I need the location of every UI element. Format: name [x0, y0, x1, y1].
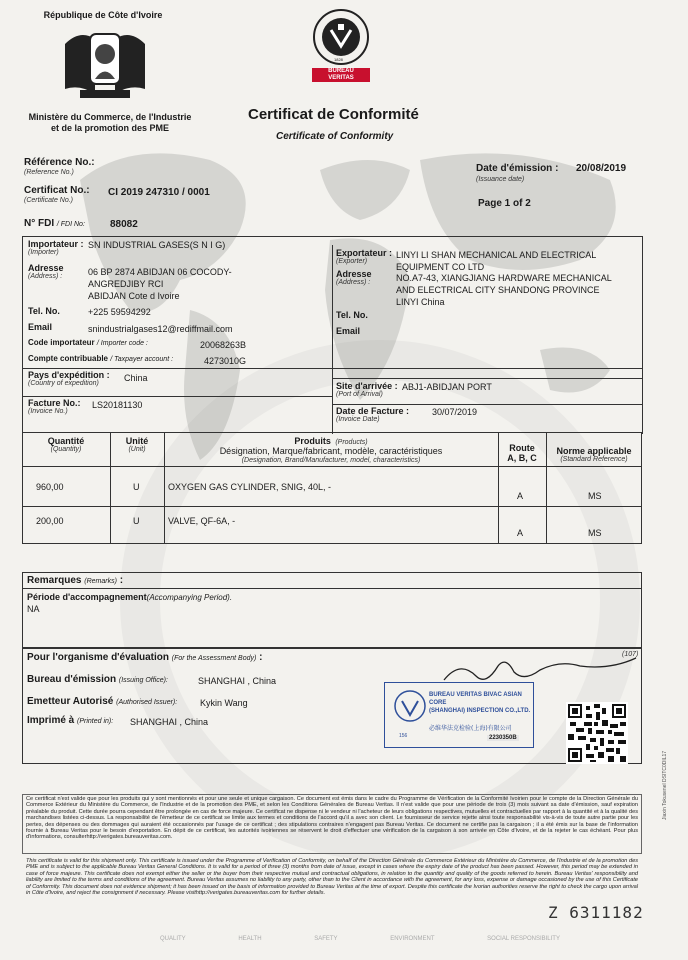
period-value: NA — [27, 604, 40, 614]
word-health: HEALTH — [238, 936, 262, 942]
row-2-unit: U — [133, 516, 140, 526]
republic-name: République de Côte d'Ivoire — [43, 10, 163, 20]
serial-number: Z 6311182 — [548, 903, 644, 922]
invoice-date-label: Date de Facture : — [336, 406, 410, 416]
assessment-label: Pour l'organisme d'évaluation — [27, 652, 170, 663]
printed-label: Imprimé à — [27, 715, 75, 726]
header-quantity-label: Quantité — [47, 436, 85, 446]
assessment-colon: : — [259, 652, 263, 663]
exporter-address-line-2: AND ELECTRICAL CITY SHANDONG PROVINCE — [396, 285, 600, 295]
row-1-route: A — [517, 491, 524, 501]
header-unit — [110, 436, 164, 453]
issue-date-label: Date d'émission : — [476, 163, 559, 174]
importer-address-label-group — [28, 263, 64, 280]
exporter-address-label: Adresse — [336, 269, 372, 279]
header-products-line-3: (Designation, Brand/Manufacturer, model, characteristics) — [241, 457, 421, 464]
period-label-en: (Accompanying Period). — [146, 593, 233, 602]
importer-code-label: Code importateur — [28, 338, 95, 347]
remarks-label: Remarques — [27, 575, 82, 586]
country-value: China — [124, 373, 148, 383]
header-norm-label: Norme applicable — [556, 446, 632, 456]
importer-address-line-1: 06 BP 2874 ABIDJAN 06 COCODY- — [88, 267, 232, 277]
assessment-label-group — [27, 652, 262, 663]
bv-year: 1828 — [334, 57, 343, 62]
certificate-label-en: (Certificate No.) — [24, 197, 74, 204]
importer-code: 20068263B — [200, 340, 247, 350]
issue-date-label-en: (Issuance date) — [476, 176, 525, 183]
invoice-label: Facture No.: — [28, 398, 81, 408]
bottom-watermark-words — [160, 936, 560, 942]
row-1-qty: 960,00 — [36, 482, 64, 492]
importer-tel-label: Tel. No. — [28, 306, 60, 316]
issuer-value: Kykin Wang — [200, 698, 248, 708]
row-1-norm: MS — [588, 491, 602, 501]
header-unit-label: Unité — [125, 436, 149, 446]
word-social: SOCIAL RESPONSIBILITY — [487, 936, 560, 942]
arrival-label-en: (Port of Arrival) — [336, 391, 383, 398]
header-products-label: Produits — [294, 436, 331, 446]
header-route-label-2: A, B, C — [507, 453, 537, 463]
header-products — [164, 435, 498, 465]
certificate-number: CI 2019 247310 / 0001 — [108, 187, 210, 198]
exporter-name-line-2: EQUIPMENT CO LTD — [396, 262, 485, 272]
invoice-date-value: 30/07/2019 — [432, 407, 478, 417]
row-1-product: OXYGEN GAS CYLINDER, SNIG, 40L, - — [168, 482, 332, 492]
fdi-label-group — [24, 218, 85, 229]
printed-label-en: (Printed in): — [77, 718, 114, 725]
remarks-colon: : — [119, 575, 124, 586]
importer-label: Importateur : — [28, 239, 84, 249]
taxpayer-label-group — [28, 354, 173, 363]
word-safety: SAFETY — [314, 936, 338, 942]
importer-address-label: Adresse — [28, 263, 64, 273]
certificate-label: Certificat No.: — [24, 185, 90, 196]
bv-brand-line-1: BUREAU — [328, 68, 354, 74]
fdi-number: 88082 — [110, 219, 138, 230]
invoice-value: LS20181130 — [92, 400, 143, 410]
header-unit-label-en: (Unit) — [128, 446, 146, 453]
header-norm — [546, 446, 642, 463]
office-label-en: (Issuing Office): — [118, 677, 168, 684]
stamp-code: 156 — [399, 733, 408, 739]
exporter-name — [396, 249, 596, 273]
remarks-label-en: (Remarks) — [84, 578, 117, 585]
header-quantity — [22, 436, 110, 453]
reference-label: Référence No.: — [24, 157, 95, 168]
assessment-label-en: (For the Assessment Body) — [171, 655, 257, 662]
taxpayer-label-en: / Taxpayer account : — [110, 356, 174, 363]
exporter-address-line-1: NO.A7-43, XIANGJIANG HARDWARE MECHANICAL — [396, 273, 612, 283]
row-2-route: A — [517, 528, 524, 538]
period-label: Période d'accompagnement — [27, 592, 147, 602]
document-subtitle: Certificate of Conformity — [276, 131, 394, 142]
header-route-label: Route — [509, 443, 535, 453]
importer-email: snindustrialgases12@rediffmail.com — [88, 324, 233, 334]
legal-text-fr: Ce certificat n'est valide que pour les produits qui y sont mentionnés et pour une seule et unique cargaison. Ce document est émis dans le cadre du Programme de Vérification de la Conformité Ivoirien pour le compte de la Direction Générale du Commerce Extérieur du Ministère du Commerce, de l'Industrie et de la promotion des PME, et selon les Conditions Générales de Bureau Veritas. Il n'est valide que pour une période de trois (3) mois suivant sa date d'émission, sauf expiration préalable du produit. Cette durée pourra cependant être prolongée en cas de force majeure. Ce certificat ne dispense ni le vendeur ni l'acheteur de leurs obligations respectives, mutuelles et contractuelles par rapport à la quantité et à la qualité des marchandises listées ci-dessus. La responsabilité de l'émetteur de ce certificat se limite aux termes et conditions de l'accord qu'il a avec son client. Le fournisseur de service rejette ainsi toute responsabilité vis-à-vis de toute autre partie pour les pertes, des dépenses ou des dommages qui auraient été occasionnés par l'usage de ce certificat ; des stipulations contraires n'engagent pas Bureau Veritas. Ce document ne certifie pas la cargaison ; il a été émis sur la base de l'information fournie à Bureau Veritas pour le besoin d'exportation. En dépit de ce certificat, les autorités ivoiriennes se réservent le droit d'effectuer une vérification de la cargaison à son arrivée en Côte d'Ivoire, et de la rejeter le cas échéant. Pour plus d'informations, consulterhttp://verigates.bureauveritas.com. — [26, 796, 638, 841]
fdi-label: N° FDI — [24, 218, 55, 229]
arrival-label-group — [336, 381, 398, 398]
stamp-bv-icon — [393, 689, 427, 729]
word-environment: ENVIRONMENT — [390, 936, 435, 942]
header-quantity-label-en: (Quantity) — [50, 446, 82, 453]
importer-address — [88, 266, 232, 302]
exporter-label-en: (Exporter) — [336, 258, 368, 265]
exporter-label-group — [336, 248, 392, 265]
office-label: Bureau d'émission — [27, 674, 117, 685]
qr-code-icon — [566, 702, 628, 764]
importer-label-en: (Importer) — [28, 249, 59, 256]
printed-label-group — [27, 715, 113, 726]
ministry-line-2: et de la promotion des PME — [50, 123, 169, 133]
stamp-line-1: BUREAU VERITAS BIVAC ASIAN CORE — [429, 692, 522, 706]
row-2-product: VALVE, QF-6A, - — [168, 516, 236, 526]
ministry-name — [10, 112, 210, 134]
stamp-line-2: (SHANGHAI) INSPECTION CO.,LTD. — [429, 708, 531, 714]
arrival-value: ABJ1-ABIDJAN PORT — [402, 382, 492, 392]
importer-code-label-group — [28, 338, 148, 347]
invoice-date-label-group — [336, 406, 409, 423]
header-route — [498, 443, 546, 463]
official-stamp — [384, 682, 534, 748]
importer-tel: +225 59594292 — [88, 307, 151, 317]
coat-of-arms-icon — [60, 24, 150, 104]
fdi-label-en: / FDI No: — [56, 221, 85, 228]
importer-address-line-2: ANGREDJIBY RCI — [88, 279, 164, 289]
exporter-address-label-group — [336, 269, 372, 286]
period-label-group — [27, 592, 232, 602]
stamp-company — [429, 691, 533, 715]
remarks-label-group — [27, 575, 123, 586]
row-2-qty: 200,00 — [36, 516, 64, 526]
side-print-text: Jiaxin Tokusenel DSITC0DIL17 — [662, 750, 668, 820]
bv-brand-line-2: VERITAS — [328, 75, 354, 81]
exporter-address — [396, 272, 612, 308]
ministry-line-1: Ministère du Commerce, de l'Industrie — [28, 112, 192, 122]
word-quality: QUALITY — [160, 936, 186, 942]
assessment-count: (107) — [622, 651, 639, 658]
header-norm-label-en: (Standard Reference) — [560, 456, 628, 463]
document-title: Certificat de Conformité — [248, 106, 419, 123]
stamp-chinese: 必维华法克检验(上海)有限公司 — [429, 725, 512, 732]
importer-address-line-3: ABIDJAN Cote d Ivoire — [88, 291, 180, 301]
header-products-line-2: Désignation, Marque/fabricant, modèle, caractéristiques — [219, 446, 443, 456]
exporter-label: Exportateur : — [336, 248, 393, 258]
legal-text-en: This certificate is valid for this shipment only. This certificate is issued under the Programme of Verification of Conformity, on behalf of the Direction Générale du Commerce Extérieur du Ministère du Commerce, de l'Industrie et de la promotion des PME and is subject to the applicable Bureau Veritas General Conditions. It is valid for a period of three (3) months from date of issue, except in cases where the expiry date of the product has been passed. However, this period may be extended in case of force majeure. This certificate does not exempt either the seller or the buyer from their respective mutual and contractual obligations, in relation to the quantity and quality of the goods referred to herein. Bureau Veritas' responsibility and liability are limited to the terms and conditions of the agreement. Bureau Veritas assumes no liability to any party, other than to the Client in accordance with the agreement, for any loss, expense or damage occasioned by the use of this Certificate of Conformity. This document does not evidence shipment; it has been issued on the basis of information provided to Bureau Veritas at the time of export. Despite this certificate the Ivorian authorities reserve the right to check the cargo upon arrival in Côte d'Ivoire, and reject the consignment if necessary. Please visithttp://verigates.bureauveritas.com for further details. — [26, 858, 638, 897]
country-label-en: (Country of expedition) — [28, 380, 99, 387]
importer-email-label: Email — [28, 322, 53, 332]
row-1-unit: U — [133, 482, 140, 492]
importer-address-label-en: (Address) : — [28, 273, 63, 280]
importer-label-group — [28, 239, 84, 256]
importer-code-label-en: / Importer code : — [96, 340, 148, 347]
printed-value: SHANGHAI , China — [130, 717, 209, 727]
office-value: SHANGHAI , China — [198, 676, 277, 686]
header-products-label-en: (Products) — [335, 439, 368, 446]
issuer-label: Emetteur Autorisé — [27, 696, 114, 707]
taxpayer-label: Compte contribuable — [28, 354, 109, 363]
invoice-label-group — [28, 398, 81, 415]
importer-name: SN INDUSTRIAL GASES(S N I G) — [88, 240, 226, 250]
page-indicator: Page 1 of 2 — [478, 198, 531, 209]
row-2-norm: MS — [588, 528, 602, 538]
reference-label-en: (Reference No.) — [24, 169, 74, 176]
exporter-tel-label: Tel. No. — [336, 310, 368, 320]
country-label: Pays d'expédition : — [28, 370, 110, 380]
office-label-group — [27, 674, 168, 685]
bureau-veritas-logo — [312, 8, 370, 88]
issuer-label-en: (Authorised Issuer): — [116, 699, 178, 706]
invoice-date-label-en: (Invoice Date) — [336, 416, 380, 423]
exporter-name-line-1: LINYI LI SHAN MECHANICAL AND ELECTRICAL — [396, 250, 597, 260]
exporter-address-label-en: (Address) : — [336, 279, 371, 286]
issuer-label-group — [27, 696, 177, 707]
bv-brand-bar — [312, 68, 370, 82]
exporter-address-line-3: LINYI China — [396, 297, 445, 307]
country-label-group — [28, 370, 110, 387]
issue-date-value: 20/08/2019 — [576, 163, 627, 174]
arrival-label: Site d'arrivée : — [336, 381, 398, 391]
stamp-number: 2230350B — [489, 735, 517, 741]
taxpayer-account: 4273010G — [204, 356, 247, 366]
exporter-email-label: Email — [336, 326, 361, 336]
invoice-label-en: (Invoice No.) — [28, 408, 68, 415]
